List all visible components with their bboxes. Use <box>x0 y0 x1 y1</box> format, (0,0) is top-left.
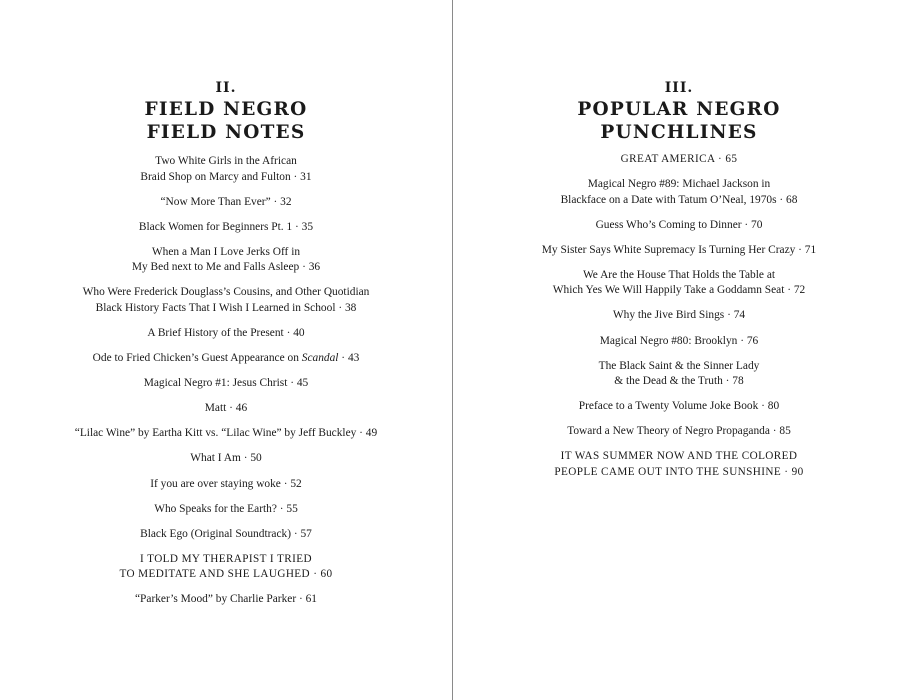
toc-entry-line: The Black Saint & the Sinner Lady <box>598 359 760 372</box>
toc-entry-page: · 43 <box>338 352 360 365</box>
toc-entry-text: Ode to Fried Chicken’s Guest Appearance on <box>92 352 302 365</box>
toc-entry[interactable] <box>453 449 905 480</box>
toc-list <box>0 154 452 608</box>
toc-entry-line: Blackface on a Date with Tatum O’Neal, 1970s · 68 <box>560 193 798 206</box>
toc-entry-line: Two White Girls in the African <box>155 155 297 167</box>
toc-entry-line: “Lilac Wine” by Eartha Kitt vs. “Lilac Wine” by Jeff Buckley · 49 <box>74 427 378 440</box>
toc-entry-italic-title: Scandal <box>301 352 339 365</box>
toc-entry[interactable] <box>0 245 452 276</box>
section-iii <box>453 80 905 490</box>
toc-entry[interactable] <box>0 451 452 467</box>
toc-entry[interactable] <box>453 334 905 350</box>
toc-entry-line: “Now More Than Ever” · 32 <box>160 195 292 208</box>
toc-entry[interactable] <box>453 218 905 234</box>
toc-entry[interactable] <box>0 326 452 342</box>
toc-entry-line: We Are the House That Holds the Table at <box>582 268 776 281</box>
toc-entry-line: IT WAS SUMMER NOW AND THE COLORED <box>560 450 798 463</box>
section-ii <box>0 80 452 618</box>
toc-entry-line: “Parker’s Mood” by Charlie Parker · 61 <box>135 593 317 606</box>
toc-entry-line: Braid Shop on Marcy and Fulton · 31 <box>140 170 312 183</box>
toc-entry-line: I TOLD MY THERAPIST I TRIED <box>140 552 312 565</box>
toc-entry[interactable] <box>0 195 452 211</box>
toc-entry[interactable] <box>453 399 905 415</box>
toc-entry-line: Who Speaks for the Earth? · 55 <box>154 502 298 515</box>
toc-entry-line: PEOPLE CAME OUT INTO THE SUNSHINE · 90 <box>554 465 804 478</box>
section-heading-line: FIELD NOTES <box>146 122 306 143</box>
toc-entry[interactable] <box>453 152 905 168</box>
toc-entry[interactable] <box>0 426 452 442</box>
toc-entry-line: Who Were Frederick Douglass’s Cousins, and Other Quotidian <box>82 286 370 299</box>
toc-entry[interactable] <box>0 527 452 543</box>
toc-entry-line: What I Am · 50 <box>190 452 262 465</box>
toc-entry-line: TO MEDITATE AND SHE LAUGHED · 60 <box>119 568 333 581</box>
toc-entry[interactable] <box>0 401 452 417</box>
toc-entry[interactable] <box>453 177 905 208</box>
toc-entry-line: Magical Negro #89: Michael Jackson in <box>587 178 771 191</box>
toc-entry-line <box>16 351 436 367</box>
toc-entry[interactable] <box>453 268 905 299</box>
toc-entry-line: Black Women for Beginners Pt. 1 · 35 <box>138 220 314 233</box>
toc-entry[interactable] <box>0 285 452 316</box>
toc-entry[interactable] <box>453 359 905 390</box>
section-heading-line: FIELD NEGRO <box>144 99 308 120</box>
toc-entry[interactable] <box>453 243 905 259</box>
toc-entry-line: & the Dead & the Truth · 78 <box>614 375 744 388</box>
toc-entry[interactable] <box>0 552 452 583</box>
toc-entry-line: Black Ego (Original Soundtrack) · 57 <box>140 527 312 540</box>
toc-entry[interactable] <box>0 477 452 493</box>
toc-entry[interactable] <box>0 154 452 185</box>
toc-entry-line: A Brief History of the Present · 40 <box>147 326 305 339</box>
toc-entry[interactable] <box>0 220 452 236</box>
toc-entry-line: Preface to a Twenty Volume Joke Book · 80 <box>578 400 780 413</box>
toc-entry-line: If you are over staying woke · 52 <box>150 477 302 490</box>
section-numeral: II. <box>215 80 237 96</box>
toc-entry-line: My Sister Says White Supremacy Is Turning Her Crazy · 71 <box>541 243 817 256</box>
toc-entry-line: My Bed next to Me and Falls Asleep · 36 <box>131 261 321 274</box>
toc-entry-line: Black History Facts That I Wish I Learned in School · 38 <box>95 301 357 314</box>
toc-entry-line: Why the Jive Bird Sings · 74 <box>612 309 746 322</box>
toc-list <box>453 152 905 480</box>
toc-entry-line: Magical Negro #1: Jesus Christ · 45 <box>143 377 309 390</box>
section-numeral: III. <box>664 80 694 96</box>
toc-entry-line: Magical Negro #80: Brooklyn · 76 <box>599 334 759 347</box>
toc-entry[interactable] <box>0 502 452 518</box>
toc-entry-line: When a Man I Love Jerks Off in <box>151 245 301 258</box>
toc-entry-line: Which Yes We Will Happily Take a Goddamn Seat · 72 <box>552 284 806 297</box>
toc-entry-line: Guess Who’s Coming to Dinner · 70 <box>595 218 763 231</box>
toc-entry[interactable] <box>453 424 905 440</box>
section-heading <box>0 98 452 144</box>
toc-entry-line: Toward a New Theory of Negro Propaganda · 85 <box>567 425 791 438</box>
toc-entry[interactable] <box>0 351 452 367</box>
toc-entry-line: GREAT AMERICA · 65 <box>620 153 738 165</box>
section-heading <box>453 98 905 144</box>
section-heading-line: PUNCHLINES <box>600 122 758 143</box>
toc-entry[interactable] <box>0 592 452 608</box>
toc-entry-line: Matt · 46 <box>204 402 248 415</box>
section-heading-line: POPULAR NEGRO <box>577 99 781 120</box>
right-page <box>453 0 905 700</box>
toc-entry[interactable] <box>453 308 905 324</box>
toc-entry[interactable] <box>0 376 452 392</box>
